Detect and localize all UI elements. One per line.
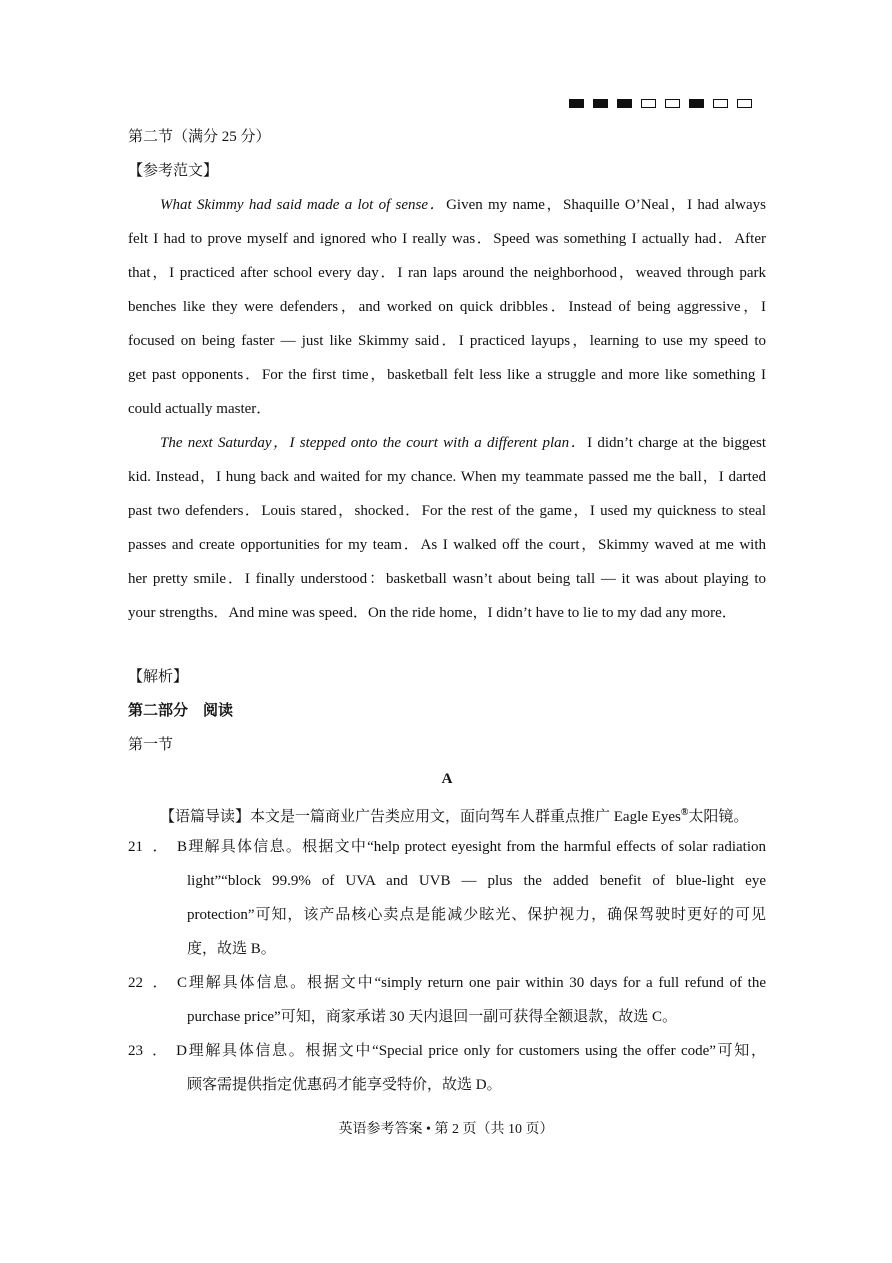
- essay-line: [128, 426, 766, 460]
- answer-item: [128, 830, 766, 966]
- essay-line: past two defenders．Louis stared，shocked．For the rest of the game，I used my quickness to steal: [128, 503, 766, 519]
- part-heading: 第二部分 阅读: [128, 703, 234, 719]
- answer-line: 顾客需提供指定优惠码才能享受特价，故选 D。: [187, 1077, 502, 1093]
- italic-sentence: What Skimmy had said made a lot of sense．: [160, 197, 447, 213]
- passage-letter: A: [441, 771, 453, 787]
- essay-line: passes and create opportunities for my team．As I walked off the court，Skimmy waved at me with: [128, 537, 766, 553]
- essay-line: kid. Instead，I hung back and waited for my chance. When my teammate passed me the ball，I darted: [128, 469, 766, 485]
- essay-paragraph-1: [128, 188, 766, 426]
- answer-number: 22．C: [128, 975, 187, 991]
- answer-text: 理解具体信息。根据文中“Special price only for customers using the offer code”可知，: [187, 1043, 766, 1059]
- answer-text: 理解具体信息。根据文中“simply return one pair within 30 days for a full refund of the: [187, 975, 766, 991]
- header-mark: [713, 99, 728, 108]
- answer-item: [128, 1034, 766, 1102]
- section-title: 第二节（满分 25 分）: [128, 129, 271, 145]
- essay-line: your strengths．And mine was speed．On the ride home，I didn’t have to lie to my dad any more．: [128, 605, 737, 621]
- answer-line: purchase price”可知，商家承诺 30 天内退回一副可获得全额退款，故选 C。: [187, 1009, 677, 1025]
- line-text: I didn’t charge at the biggest: [587, 435, 766, 451]
- italic-sentence: The next Saturday，I stepped onto the court with a different plan．: [160, 435, 588, 451]
- analysis-label: 【解析】: [128, 669, 189, 685]
- answer-line: [128, 830, 766, 864]
- answer-line: light”“block 99.9% of UVA and UVB — plus the added benefit of blue-light eye: [187, 873, 766, 889]
- page-footer: 英语参考答案 • 第 2 页（共 10 页）: [338, 1122, 554, 1137]
- header-mark: [593, 99, 608, 108]
- header-mark: [617, 99, 632, 108]
- answer-item: [128, 966, 766, 1034]
- header-mark: [689, 99, 704, 108]
- intro-text: 本文是一篇商业广告类应用文，面向驾车人群重点推广 Eagle Eyes: [250, 809, 681, 825]
- section-heading: 第一节: [128, 737, 174, 753]
- line-text: Given my name，Shaquille O’Neal，I had always: [446, 197, 766, 213]
- answer-line: protection”可知，该产品核心卖点是能减少眩光、保护视力，确保驾驶时更好的可见: [187, 907, 766, 923]
- essay-line: that，I practiced after school every day．I ran laps around the neighborhood，weaved through park: [128, 265, 766, 281]
- essay-line: get past opponents．For the first time，basketball felt less like a struggle and more like something I: [128, 367, 766, 383]
- essay-line: benches like they were defenders，and worked on quick dribbles．Instead of being aggressive，I: [128, 299, 766, 315]
- essay-line: focused on being faster — just like Skimmy said．I practiced layups，learning to use my speed to: [128, 333, 766, 349]
- answer-number: 21．B: [128, 839, 187, 855]
- passage-intro: [128, 796, 766, 830]
- header-marks: [569, 99, 752, 108]
- intro-end: 太阳镜。: [688, 809, 749, 825]
- header-mark: [665, 99, 680, 108]
- answer-line: [128, 1034, 766, 1068]
- model-essay-label: 【参考范文】: [128, 163, 219, 179]
- essay-line: felt I had to prove myself and ignored who I really was．Speed was something I actually had．After: [128, 231, 766, 247]
- answer-number: 23．D: [128, 1043, 187, 1059]
- essay-paragraph-2: [128, 426, 766, 630]
- essay-line: her pretty smile．I finally understood：basketball wasn’t about being tall — it was about playing to: [128, 571, 766, 587]
- header-mark: [737, 99, 752, 108]
- header-mark: [569, 99, 584, 108]
- intro-label: 【语篇导读】: [160, 809, 251, 825]
- registered-mark: ®: [680, 807, 689, 818]
- header-mark: [641, 99, 656, 108]
- answer-list: [128, 830, 766, 1102]
- answer-line: [128, 966, 766, 1000]
- answer-line: 度，故选 B。: [187, 941, 276, 957]
- page-content: [128, 120, 766, 1102]
- essay-line: could actually master．: [128, 401, 272, 417]
- answer-text: 理解具体信息。根据文中“help protect eyesight from the harmful effects of solar radiation: [187, 839, 766, 855]
- essay-line: [128, 188, 766, 222]
